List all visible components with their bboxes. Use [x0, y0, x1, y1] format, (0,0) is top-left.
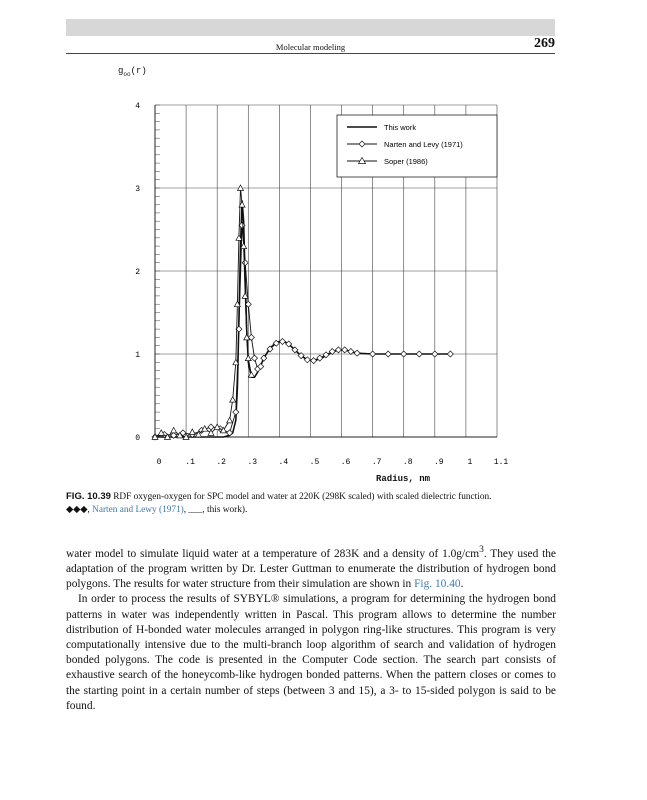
triangle-marker	[245, 355, 251, 361]
x-tick-label: .9	[434, 458, 444, 467]
y-tick-label: 1	[135, 351, 140, 360]
diamond-marker	[432, 351, 438, 357]
diamond-marker	[251, 355, 257, 361]
x-tick-label: .6	[340, 458, 351, 467]
caption-reference-link[interactable]: Narten and Lewy (1971)	[92, 505, 184, 515]
diamond-marker	[242, 260, 248, 266]
diamond-marker	[311, 358, 317, 364]
x-tick-label: .1	[185, 458, 195, 467]
diamond-marker	[416, 351, 422, 357]
figure-number: FIG. 10.39	[66, 491, 111, 502]
y-tick-label: 4	[135, 102, 140, 111]
triangle-marker	[189, 429, 195, 435]
diamond-marker	[233, 409, 239, 415]
x-tick-label: 1	[467, 458, 473, 467]
y-tick-label: 0	[135, 434, 140, 443]
diamond-marker	[227, 430, 233, 436]
x-tick-label: .7	[371, 458, 382, 467]
x-tick-label: .5	[309, 458, 320, 467]
running-head: Molecular modeling	[275, 42, 346, 52]
triangle-marker	[248, 372, 254, 378]
diamond-marker	[401, 351, 407, 357]
legend-label: Narten and Levy (1971)	[384, 140, 463, 149]
caption-symbols: ◆◆◆,	[66, 505, 93, 515]
x-tick-label: .8	[402, 458, 413, 467]
x-tick-label: 0	[156, 458, 162, 467]
page-number: 269	[534, 36, 555, 51]
paragraph-1: water model to simulate liquid water at a temperature of 283K and a density of $1.0g/cm^3$. They used the adaptation of the program written by Dr. Lester Guttman to enumerate the distribution of hydrogen bond polygons. The results for water structure from their simulation are shown in Fig. 10.40.	[66, 545, 556, 591]
caption-text: RDF oxygen-oxygen for SPC model and water at 220K (298K scaled) with scaled dielectric function.	[113, 492, 492, 502]
diamond-marker	[335, 347, 341, 353]
body-text	[66, 543, 556, 714]
figure-caption	[66, 490, 556, 517]
diamond-marker	[342, 347, 348, 353]
diamond-marker	[385, 351, 391, 357]
series-line	[155, 200, 450, 437]
figure-reference-link[interactable]: Fig. 10.40	[414, 578, 461, 591]
series-line	[155, 225, 450, 437]
caption-end: , ___, this work).	[183, 505, 248, 515]
triangle-marker	[230, 397, 236, 403]
y-axis-label: $g_{oo}(r)$	[118, 66, 147, 78]
triangle-marker	[171, 427, 177, 433]
triangle-marker	[227, 417, 233, 423]
diamond-marker	[447, 351, 453, 357]
y-tick-label: 3	[135, 185, 140, 194]
x-tick-label: .3	[247, 458, 258, 467]
diamond-marker	[279, 339, 285, 345]
diamond-marker	[370, 351, 376, 357]
diamond-marker	[354, 350, 360, 356]
x-axis-label: Radius, nm	[376, 474, 431, 484]
diamond-marker	[348, 349, 354, 355]
legend-label: Soper (1986)	[384, 157, 428, 166]
x-tick-label: 1.1	[493, 458, 509, 467]
y-tick-label: 2	[135, 268, 140, 277]
paragraph-2: In order to process the results of SYBYL® simulations, a program for determining the hydrogen bond patterns in water was independently written in Pascal. This program allows to determine the number distribution of H-bonded water molecules arranged in polygon ring-like structures. This program is very computationally intensive due to the multi-branch loop algorithm of search and validation of hydrogen bonded polygons. The code is presented in the Computer Code section. The search part consists of exhaustive search of the honeycomb-like hydrogen bonded patterns. When the pattern closes or comes to the starting point in a certain number of steps (between 3 and 15), a 3- to 15-sided polygon is said to be found.	[66, 593, 556, 712]
x-tick-label: .2	[216, 458, 226, 467]
x-tick-label: .4	[278, 458, 289, 467]
legend-label: This work	[384, 123, 417, 132]
